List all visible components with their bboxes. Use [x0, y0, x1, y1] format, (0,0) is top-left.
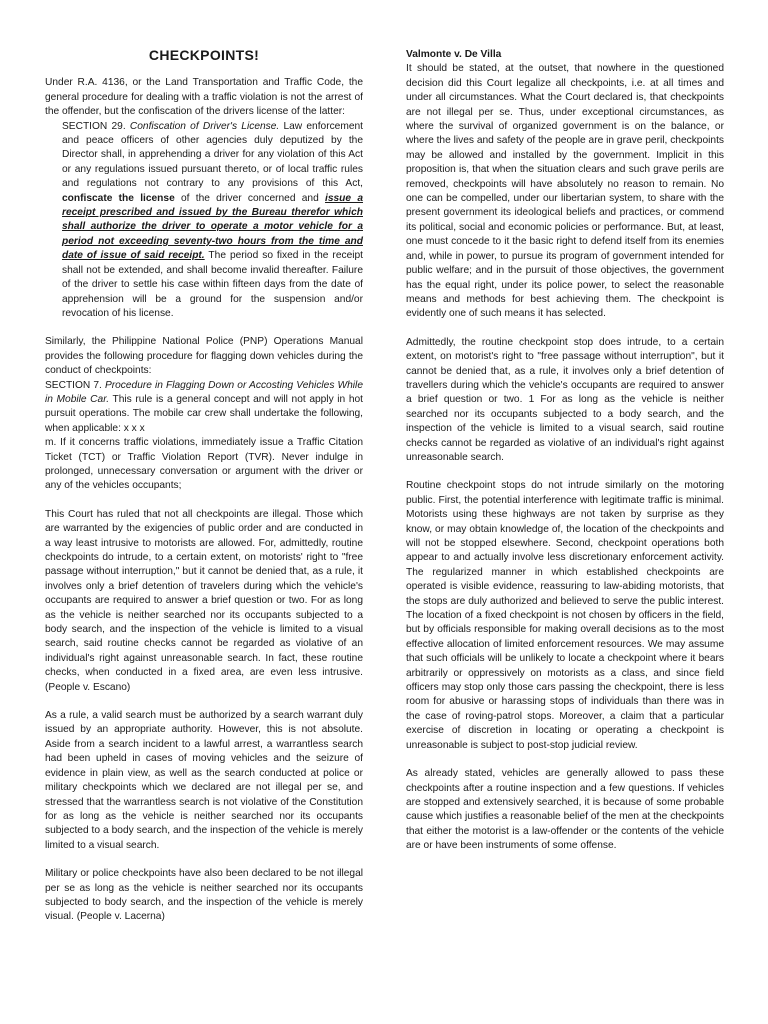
right-paragraph-1: It should be stated, at the outset, that nowhere in the questioned decision did this Court legalize all checkpoints, i.e. at all times and under all circumstances. What the Court declared is, that checkpoints are not illegal per se. Thus, under exceptional circumstances, as where the survival of organized government is on the balance, or where the lives and safety of the people are in grave peril, checkpoints may be allowed and installed by the government. Implicit in this proposition is, that when the situation clears and such grave perils are removed, checkpoints will have absolutely no reason to remain. No one can be compelled, under our libertarian system, to share with the present government its ideological beliefs and practices, or commend its political, social and economic policies or performance. But, at least, one must concede to it the basic right to defend itself from its enemies and, while in power, to pursue its program of government intended for public welfare; and in the pursuit of those objectives, the government has the equal right, under its police power, to select the reasonable means and methods for best achieving them. The checkpoint is evidently one of such means it has selected. — [406, 63, 724, 320]
section-29-text-1: Law enforcement and peace officers of other agencies duly deputized by the Director shall, in apprehending a driver for any violation of this Act or any regulations issued pursuant thereto, or of local traffic rules and regulations not contrary to any provisions of this Act, — [62, 120, 364, 190]
right-column — [406, 48, 724, 868]
military-checkpoint-paragraph: Military or police checkpoints have also been declared to be not illegal per se as long as the vehicle is neither searched nor its occupants subjected to body search, and the inspection of the vehicle is merely visual. (People v. Lacerna) — [45, 868, 363, 923]
section-7-text: This rule is a general concept and will not apply in hot pursuit operations. The mobile car crew shall undertake the following, when applicable: x x x — [45, 393, 363, 434]
left-column — [45, 48, 363, 939]
right-paragraph-4: As already stated, vehicles are generally allowed to pass these checkpoints after a routine inspection and a few questions. If vehicles are stopped and extensively searched, it is because of some probable cause which justifies a reasonable belief of the men at the checkpoints that either the motorist is a law-offender or the contents of the vehicle are or have been instruments of some offense. — [406, 768, 724, 852]
section-29-text-3: The period so fixed in the receipt shall not be extended, and shall become invalid thereafter. Failure of the driver to settle his case within fifteen days from the date of apprehension will be a ground for the suspension and/or revocation of his license. — [62, 250, 363, 319]
page-title: CHECKPOINTS! — [148, 47, 260, 63]
right-paragraph-2: Admittedly, the routine checkpoint stop does intrude, to a certain extent, on motorist's right to "free passage without interruption", but it cannot be denied that, as a rule, it involves only a brief detention of travellers during which the vehicle's occupants are required to answer a brief question or two. 1 For as long as the vehicle is neither searched nor its occupants subjected to a body search, and the inspection of the vehicle is limited to a visual search, said routine checks cannot be regarded as violative of an individual's right against unreasonable search. — [406, 336, 724, 463]
section-7-paragraph — [45, 379, 363, 437]
section-29-emphasis: issue a receipt prescribed and issued by the Bureau therefor which shall authorize the driver to operate a motor vehicle for a period not exceeding seventy-two hours from the time and date of issue of said receipt. — [62, 192, 363, 262]
item-m-paragraph: m. If it concerns traffic violations, immediately issue a Traffic Citation Ticket (TCT) or Traffic Violation Report (TVR). Never indulge in prolonged, unnecessary conversation or argument with the driver or any of the vehicles occupants; — [45, 437, 363, 492]
pnp-intro-paragraph: Similarly, the Philippine National Police (PNP) Operations Manual provides the following procedure for flagging down vehicles during the conduct of checkpoints: — [45, 336, 363, 377]
section-7-label: SECTION 7. — [45, 379, 105, 391]
section-29-block — [45, 120, 363, 322]
section-7-heading: Procedure in Flagging Down or Accosting Vehicles While in Mobile Car. — [45, 379, 363, 405]
intro-paragraph: Under R.A. 4136, or the Land Transportation and Traffic Code, the general procedure for dealing with a traffic violation is not the arrest of the offender, but the confiscation of the drivers license of the latter: — [45, 77, 363, 118]
section-29-text-2: of the driver concerned and — [174, 192, 326, 204]
section-29-heading: Confiscation of Driver's License. — [129, 120, 280, 132]
section-29-label: SECTION 29. — [62, 120, 130, 132]
case-title: Valmonte v. De Villa — [406, 49, 502, 60]
search-warrant-paragraph: As a rule, a valid search must be authorized by a search warrant duly issued by an appropriate authority. However, this is not absolute. Aside from a search incident to a lawful arrest, a warrantless search had been upheld in cases of moving vehicles and the seizure of evidence in plain view, as well as the search conducted at police or military checkpoints which we declared are not illegal per se, and stressed that the warrantless search is not violative of the Constitution for as long as the vehicle is neither searched nor its occupants subjected to a body search, and the inspection of the vehicle is merely limited to a visual search. — [45, 710, 363, 851]
section-29-bold-phrase: confiscate the license — [62, 192, 175, 204]
right-paragraph-3: Routine checkpoint stops do not intrude similarly on the motoring public. First, the potential interference with legitimate traffic is minimal. Motorists using these highways are not taken by surprise as they know, or may obtain knowledge of, the location of the checkpoints and will not be stopped elsewhere. Second, checkpoint operations both appear to and actually involve less discretionary enforcement activity. The regularized manner in which established checkpoints are operated is visible evidence, reassuring to law-abiding motorists, that the stops are duly authorized and believed to serve the public interest. The location of a fixed checkpoint is not chosen by officers in the field, but by officials responsible for making overall decisions as to the most effective allocation of limited enforcement resources. We may assume that such officials will be unlikely to locate a checkpoint where it bears arbitrarily or oppressively on motorists as a class, and since field officers may stop only those cars passing the checkpoint, there is less room for abusive or harassing stops of individuals than there was in the case of roving-patrol stops. Moreover, a claim that a particular exercise of discretion in locating or operating a checkpoint is unreasonable is subject to post-stop judicial review. — [406, 480, 724, 751]
court-ruling-paragraph: This Court has ruled that not all checkpoints are illegal. Those which are warranted by the exigencies of public order and are conducted in a way least intrusive to motorists are allowed. For, admittedly, routine checkpoints do intrude, to a certain extent, on motorists' right to "free passage without interruption," but it cannot be denied that, as a rule, it involves only a brief detention of travelers during which the vehicle's occupants are required to answer a brief question or two. For as long as the vehicle is neither searched nor its occupants subjected to a body search, and the inspection of the vehicle is limited to a visual search, said routine checks cannot be regarded as violative of an individual's right against unreasonable search. In fact, these routine checks, when conducted in a fixed area, are even less intrusive. (People v. Escano) — [45, 508, 363, 693]
